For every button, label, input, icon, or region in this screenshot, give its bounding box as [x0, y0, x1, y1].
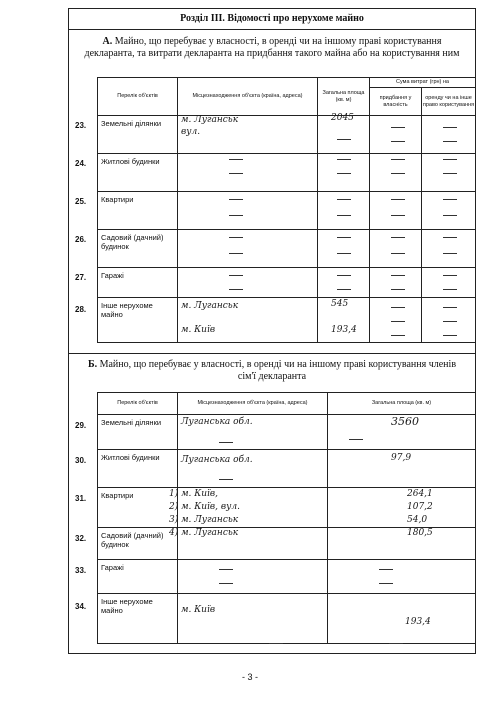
row-31-area-3: 54,0	[407, 515, 428, 525]
col-location: Місцезнаходження об'єкта (країна, адреса)	[178, 78, 318, 116]
row-28-location-b: м. Київ	[181, 325, 216, 335]
dash	[229, 215, 243, 216]
dash	[391, 307, 405, 308]
dash	[443, 159, 457, 160]
dash	[229, 173, 243, 174]
dash	[219, 569, 233, 570]
row-29-location: Луганська обл.	[181, 417, 253, 427]
dash	[337, 275, 351, 276]
part-a-text: Майно, що перебуває у власності, в оренді чи на іншому праві користування декларанта, та витрати декларанта на придбання такого майна або на користування ним	[84, 36, 460, 59]
dash	[391, 289, 405, 290]
part-b-title	[69, 359, 475, 383]
row-28-num: 28.	[75, 305, 87, 314]
row-23-location: м. Луганськ	[181, 115, 239, 125]
row-29-num: 29.	[75, 421, 87, 430]
row-34-area: 193,4	[405, 617, 431, 627]
dash	[229, 159, 243, 160]
dash	[229, 289, 243, 290]
dash	[391, 141, 405, 142]
dash	[337, 253, 351, 254]
row-28-location: м. Луганськ	[181, 301, 239, 311]
dash	[219, 583, 233, 584]
part-a-table	[97, 77, 476, 343]
dash	[391, 199, 405, 200]
row-31-location-2: 2) м. Київ, вул.	[169, 502, 240, 512]
row-26-num: 26.	[75, 235, 87, 244]
row-27-num: 27.	[75, 273, 87, 282]
dash	[337, 173, 351, 174]
dash	[229, 253, 243, 254]
row-24-label: Житлові будинки	[98, 154, 178, 192]
dash	[391, 237, 405, 238]
dash	[443, 289, 457, 290]
row-28-label: Інше нерухоме майно	[98, 298, 178, 343]
dash	[443, 141, 457, 142]
row-34-label: Інше нерухоме майно	[98, 594, 178, 644]
row-28-area: 545	[331, 299, 349, 309]
dash	[337, 139, 351, 140]
part-divider	[69, 353, 475, 354]
row-23-area: 2045	[331, 113, 354, 123]
row-33-num: 33.	[75, 566, 87, 575]
section-frame	[68, 8, 476, 654]
dash	[337, 215, 351, 216]
row-29-label: Земельні ділянки	[98, 415, 178, 450]
row-31-label: Квартири	[98, 488, 178, 528]
col-area: Загальна площа (кв. м)	[318, 78, 370, 116]
row-32-area: 180,5	[407, 528, 433, 538]
dash	[443, 215, 457, 216]
part-b-letter: Б.	[87, 359, 98, 370]
row-30-label: Житлові будинки	[98, 450, 178, 488]
dash	[443, 199, 457, 200]
col-object: Перелік об'єктів	[98, 78, 178, 116]
dash	[229, 199, 243, 200]
row-31-area-1: 264,1	[407, 489, 433, 499]
dash	[443, 127, 457, 128]
row-23-location-street: вул.	[181, 127, 201, 137]
row-28-area-b: 193,4	[331, 325, 357, 335]
row-34-num: 34.	[75, 602, 87, 611]
dash	[337, 289, 351, 290]
dash	[391, 335, 405, 336]
dash	[391, 321, 405, 322]
row-25-num: 25.	[75, 197, 87, 206]
row-25-label: Квартири	[98, 192, 178, 230]
row-31-area-2: 107,2	[407, 502, 433, 512]
row-33-label: Гаражі	[98, 560, 178, 594]
dash	[391, 173, 405, 174]
dash	[391, 159, 405, 160]
b-col-location: Місцезнаходження об'єкта (країна, адреса)	[178, 393, 328, 415]
part-a-title	[69, 36, 475, 60]
dash	[391, 127, 405, 128]
page-number: - 3 -	[241, 672, 258, 682]
section-title: Розділ ІІІ. Відомості про нерухоме майно	[69, 9, 475, 30]
dash	[379, 569, 393, 570]
dash	[443, 307, 457, 308]
row-32-label: Садовий (дачний) будинок	[98, 528, 178, 560]
row-24-num: 24.	[75, 159, 87, 168]
dash	[443, 335, 457, 336]
dash	[391, 253, 405, 254]
b-col-area: Загальна площа (кв. м)	[328, 393, 476, 415]
dash	[269, 643, 283, 644]
row-32-location: 4) м. Луганськ	[169, 528, 239, 538]
b-col-object: Перелік об'єктів	[98, 393, 178, 415]
dash	[389, 643, 403, 644]
row-30-location: Луганська обл.	[181, 455, 253, 465]
row-34-location: м. Київ	[181, 605, 216, 615]
col-costs: Сума витрат (грн) на	[370, 78, 476, 88]
row-31-location-1: 1) м. Київ,	[169, 489, 219, 499]
row-23-label: Земельні ділянки	[98, 116, 178, 154]
row-23-num: 23.	[75, 121, 87, 130]
dash	[391, 275, 405, 276]
dash	[229, 237, 243, 238]
dash	[443, 275, 457, 276]
dash	[443, 237, 457, 238]
row-31-num: 31.	[75, 494, 87, 503]
dash	[219, 479, 233, 480]
row-31-location-3: 3) м. Луганськ	[169, 515, 239, 525]
dash	[443, 253, 457, 254]
dash	[229, 275, 243, 276]
row-32-num: 32.	[75, 534, 87, 543]
row-29-area: 3560	[391, 415, 419, 428]
part-b-text: Майно, що перебуває у власності, в оренді чи на іншому праві користування членів сім'ї декларанта	[99, 359, 457, 382]
dash	[379, 583, 393, 584]
dash	[391, 215, 405, 216]
col-rent: оренду чи на інше право користування	[422, 88, 476, 116]
dash	[337, 159, 351, 160]
dash	[337, 237, 351, 238]
dash	[337, 199, 351, 200]
row-30-num: 30.	[75, 456, 87, 465]
row-30-area: 97,9	[391, 453, 412, 463]
row-27-label: Гаражі	[98, 268, 178, 298]
dash	[443, 173, 457, 174]
dash	[443, 321, 457, 322]
part-a-letter: А.	[102, 36, 113, 47]
dash	[349, 439, 363, 440]
col-purchase: придбання у власність	[370, 88, 422, 116]
dash	[219, 442, 233, 443]
row-26-label: Садовий (дачний) будинок	[98, 230, 178, 268]
